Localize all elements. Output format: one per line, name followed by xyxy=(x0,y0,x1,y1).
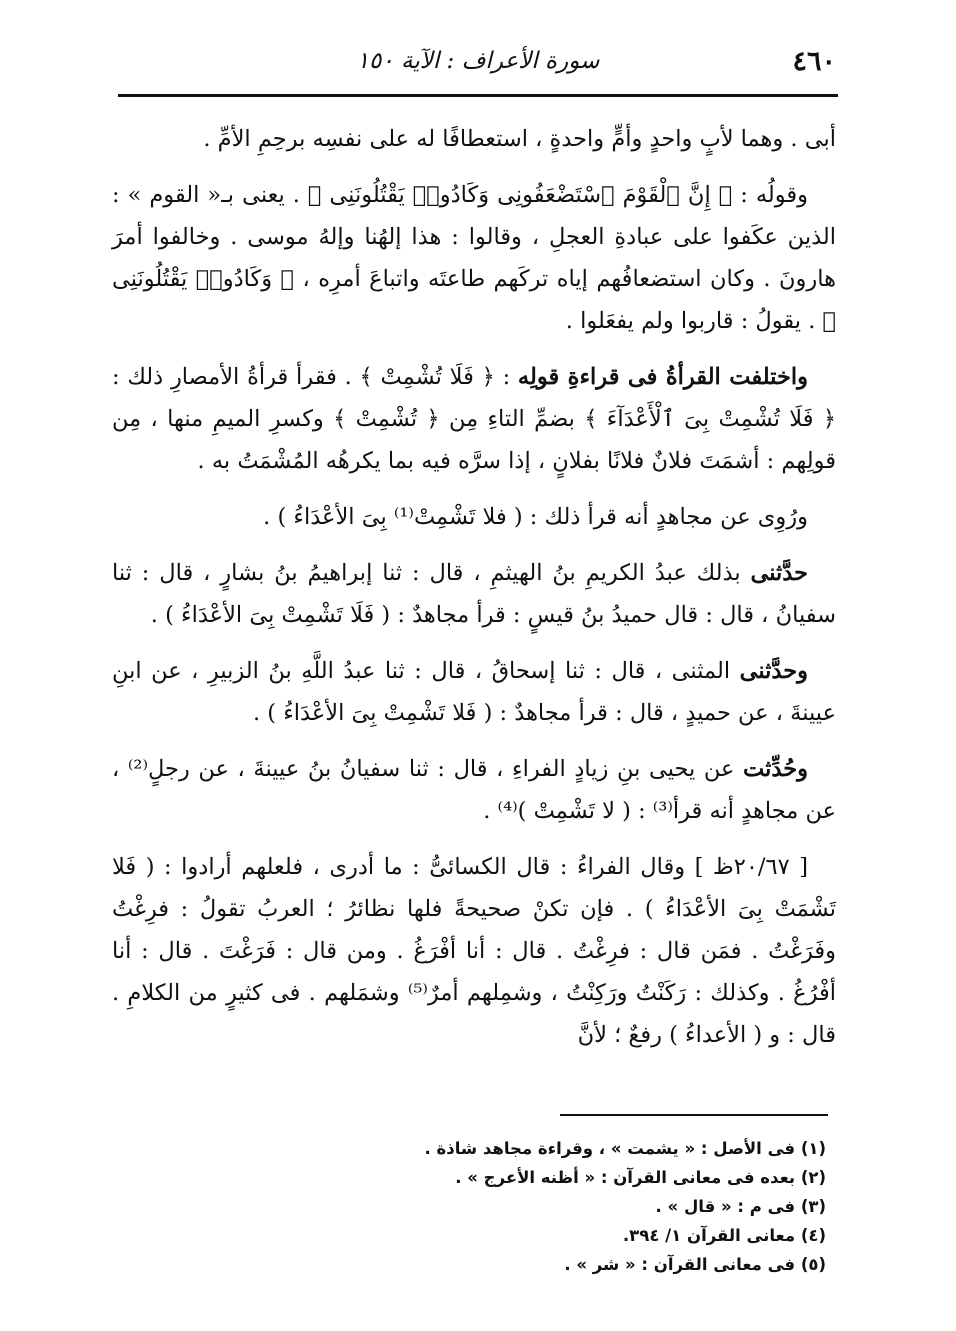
footnote: (٤) معانى القرآن ١/ ٣٩٤. xyxy=(622,1226,826,1245)
paragraph-lead: واختلفت القرأةُ فى قراءةِ قولِه xyxy=(517,364,808,390)
paragraph-text: ورُوِى عن مجاهدٍ أنه قرأ ذلك : ( فلا تَشْمِتْ⁽¹⁾ بِىَ الأعْدَاءُ ) . xyxy=(263,504,808,530)
footnote: (١) فى الأصل : « يشمت » ، وقراءة مجاهد شاذة . xyxy=(424,1139,826,1158)
footnote-divider xyxy=(560,1114,828,1116)
paragraph-text: [ ٢٠/٦٧ظ ] وقال الفراءُ : قال الكسائىُّ : ما أدرى ، فلعلهم أرادوا : ( فَلا تَشْمَتْ بِىَ الأعْدَاءُ ) . فإن تكنْ صحيحةً فلها نظائرُ ؛ العربُ تقولُ : فرِغْتُ وفَرَغْتُ . فمَن قال : فرِغْتُ . قال : أنا أفْرَغُ . ومن قال : فَرَغْتَ . قال : أنا أفْرُغُ . وكذلك : رَكَنْتُ ورَكِنْتُ ، وشمِلهم أمرٌ⁽⁵⁾ وشمَلهم . فى كثيرٍ من الكلامِ . قال : و ( الأعداءُ ) رفعٌ ؛ لأنَّ xyxy=(112,854,836,1048)
footnote: (٣) فى م : « قال » . xyxy=(655,1197,826,1216)
paragraph xyxy=(112,748,836,832)
footnote: (٢) بعده فى معانى القرآن : « أظنه الأعرج » . xyxy=(455,1168,826,1187)
paragraph-text: عن يحيى بنِ زيادٍ الفراءِ ، قال : ثنا سفيانُ بنُ عيينةَ ، عن رجلٍ⁽²⁾ ، عن مجاهدٍ أنه قرأ⁽³⁾ : ( لا تَشْمِتْ )⁽⁴⁾ . xyxy=(112,756,836,824)
paragraph-lead: وحدَّثنى xyxy=(739,658,808,684)
paragraph xyxy=(112,118,836,160)
running-header xyxy=(118,40,838,90)
paragraph-text: المثنى ، قال : ثنا إسحاقُ ، قال : ثنا عبدُ اللَّهِ بنُ الزبيرِ ، عن ابنِ عيينةَ ، عن حميدٍ ، قال : قرأ مجاهدٌ : ( فَلا تَشْمِتْ بِىَ الأعْدَاءُ ) . xyxy=(112,658,836,726)
paragraph-lead: وحُدِّثت xyxy=(743,756,808,782)
paragraph-text: بذلك عبدُ الكريمِ بنُ الهيثمِ ، قال : ثنا إبراهيمُ بنُ بشارٍ ، قال : ثنا سفيانُ ، قال : قال حميدُ بنُ قيسٍ : قرأ مجاهدٌ : ( فَلَا تَشْمِتْ بِىَ الأعْدَاءُ ) . xyxy=(112,560,836,628)
paragraph xyxy=(112,496,836,538)
paragraph-text: : ﴿ فَلَا تُشْمِتْ ﴾ . فقرأ قرأةُ الأمصارِ ذلك : ﴿ فَلَا تُشْمِتْ بِىَ ٱلْأَعْدَآءَ ﴾ بضمِّ التاءِ مِن ﴿ تُشْمِتْ ﴾ وكسرِ الميمِ منها ، مِن قولِهم : أشمَتَ فلانٌ فلانًا بفلانٍ ، إذا سرَّه فيه بما يكرهُه المُشْمَتُ به . xyxy=(112,364,836,474)
paragraph-text: وقولُه : ﴿ إِنَّ ٱلْقَوْمَ ٱسْتَضْعَفُونِى وَكَادُوا۟ يَقْتُلُونَنِى ﴾ . يعنى بـ« القوم » : الذين عكَفوا على عبادةِ العجلِ ، وقالوا : هذا إلهُنا وإلهُ موسى . وخالفوا أمرَ هارونَ . وكان استضعافُهم إياه تركَهم طاعتَه واتباعَ أمرِه ، ﴿ وَكَادُوا۟ يَقْتُلُونَنِى ﴾ . يقولُ : قاربوا ولم يفعَلوا . xyxy=(112,182,836,334)
chapter-title: سورة الأعراف : الآية ١٥٠ xyxy=(356,48,600,74)
header-divider xyxy=(118,94,838,97)
paragraph xyxy=(112,846,836,1056)
footnote: (٥) فى معانى القرآن : « شر » . xyxy=(564,1255,826,1274)
paragraph-text: أبى . وهما لأبٍ واحدٍ وأمٍّ واحدةٍ ، استعطافًا له على نفسِه برحِمِ الأمِّ . xyxy=(203,126,836,152)
footnotes xyxy=(300,1134,826,1279)
page-number: ٤٦٠ xyxy=(792,46,836,77)
paragraph-lead: حدَّثنى xyxy=(750,560,808,586)
paragraph xyxy=(112,552,836,636)
main-text xyxy=(112,118,836,1070)
paragraph xyxy=(112,174,836,342)
paragraph xyxy=(112,650,836,734)
paragraph xyxy=(112,356,836,482)
